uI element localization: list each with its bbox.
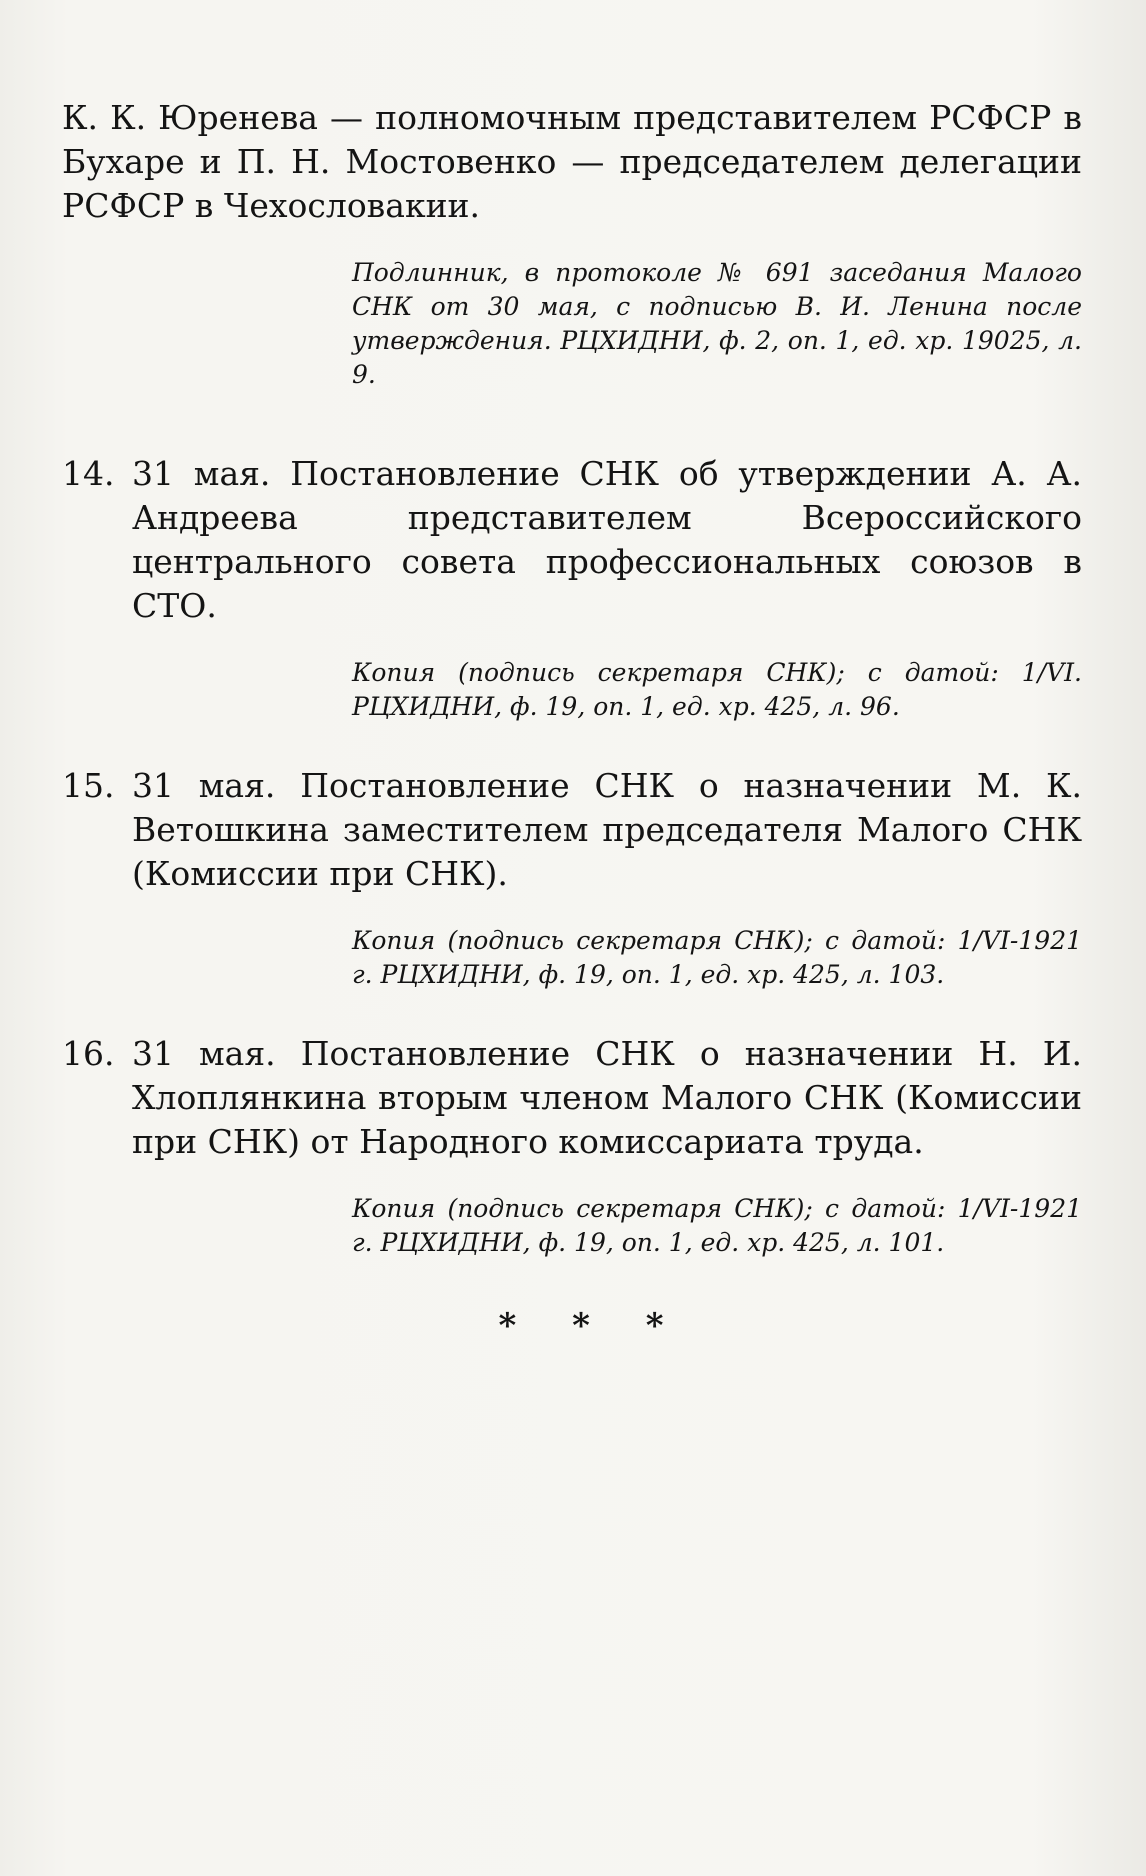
entry-number: 14. [62, 454, 115, 493]
entry-number: 16. [62, 1034, 115, 1073]
entry-number: 15. [62, 766, 115, 805]
entry-14 [62, 452, 1082, 628]
intro-source-note: Подлинник, в протоколе № 691 заседания Малого СНК от 30 мая, с подписью В. И. Ленина после утверждения. РЦХИДНИ, ф. 2, оп. 1, ед. хр. 19025, л. 9. [352, 258, 1082, 389]
page-content [62, 96, 1082, 1346]
entry-source-note: Копия (подпись секретаря СНК); с датой: 1/VI. РЦХИДНИ, ф. 19, оп. 1, ед. хр. 425, л. 96. [352, 658, 1082, 721]
entry-text: 31 мая. Постановление СНК о назначении М. К. Ветошкина заместителем председателя Малого СНК (Комиссии при СНК). [132, 766, 1082, 893]
entry-source-note: Копия (подпись секретаря СНК); с датой: 1/VI-1921 г. РЦХИДНИ, ф. 19, оп. 1, ед. хр. 425, л. 101. [352, 1194, 1082, 1257]
entry-source-note: Копия (подпись секретаря СНК); с датой: 1/VI-1921 г. РЦХИДНИ, ф. 19, оп. 1, ед. хр. 425, л. 103. [352, 926, 1082, 989]
intro-paragraph: К. К. Юренева — полномочным представителем РСФСР в Бухаре и П. Н. Мостовенко — председателем делегации РСФСР в Чехословакии. [62, 98, 1082, 225]
section-separator: * * * [498, 1306, 686, 1346]
entry-15 [62, 764, 1082, 896]
entry-16 [62, 1032, 1082, 1164]
entry-text: 31 мая. Постановление СНК о назначении Н. И. Хлоплянкина вторым членом Малого СНК (Комиссии при СНК) от Народного комиссариата труда. [132, 1034, 1082, 1161]
entry-text: 31 мая. Постановление СНК об утверждении А. А. Андреева представителем Всероссийского центрального совета профессиональных союзов в СТО. [132, 454, 1082, 625]
